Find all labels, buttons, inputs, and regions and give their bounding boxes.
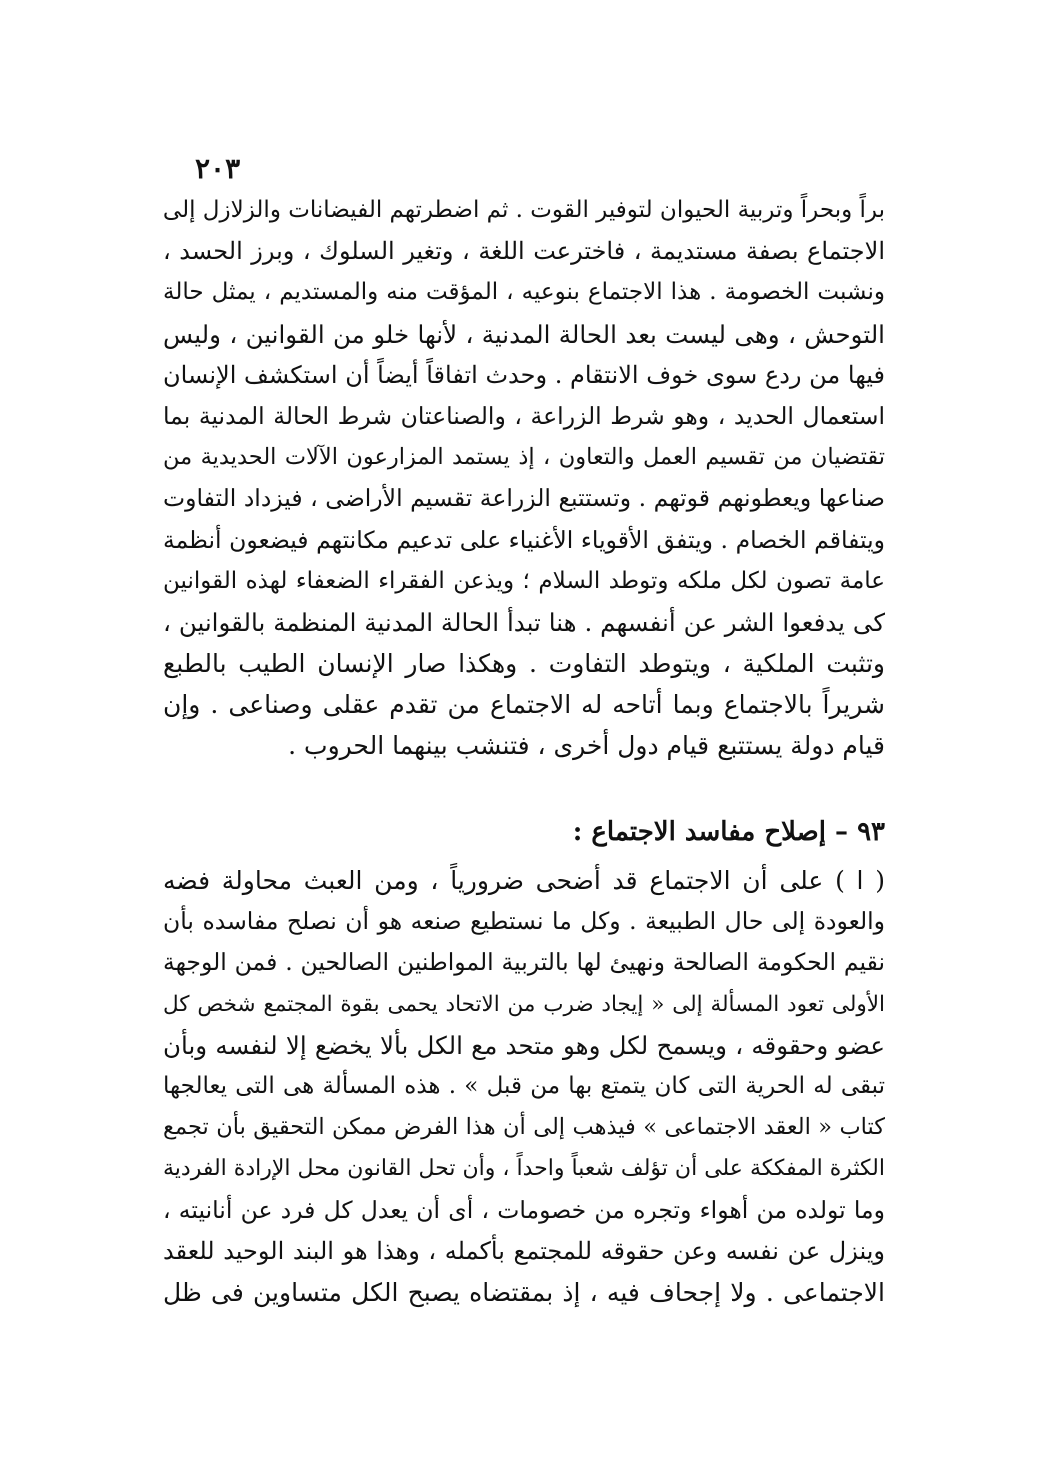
text-line: وما تولده من أهواء وتجره من خصومات ، أى أن يعدل كل فرد عن أنانيته ،	[163, 1195, 885, 1224]
text-line: فيها من ردع سوى خوف الانتقام . وحدث اتفاقاً أيضاً أن استكشف الإنسان	[163, 360, 885, 389]
text-line: شريراً بالاجتماع وبما أتاحه له الاجتماع من تقدم عقلى وصناعى . وإن	[163, 690, 885, 720]
text-line: ويتفاقم الخصام . ويتفق الأقوياء الأغنياء على تدعيم مكانتهم فيضعون أنظمة	[163, 525, 885, 554]
text-line: الاجتماع بصفة مستديمة ، فاخترعت اللغة ، وتغير السلوك ، وبرز الحسد ،	[163, 237, 885, 266]
text-line: الاجتماعى . ولا إجحاف فيه ، إذ بمقتضاه يصبح الكل متساوين فى ظل	[163, 1277, 885, 1307]
text-line: التوحش ، وهى ليست بعد الحالة المدنية ، لأنها خلو من القوانين ، وليس	[163, 319, 885, 349]
text-line: استعمال الحديد ، وهو شرط الزراعة ، والصناعتان شرط الحالة المدنية بما	[163, 401, 885, 430]
text-line: وينزل عن نفسه وعن حقوقه للمجتمع بأكمله ، وهذا هو البند الوحيد للعقد	[163, 1236, 885, 1265]
text-line: الأولى تعود المسألة إلى « إيجاد ضرب من الاتحاد يحمى بقوة المجتمع شخص كل	[163, 991, 885, 1017]
text-line: نقيم الحكومة الصالحة ونهيئ لها بالتربية المواطنين الصالحين . فمن الوجهة	[163, 948, 885, 977]
text-line: عضو وحقوقه ، ويسمح لكل وهو متحد مع الكل بألا يخضع إلا لنفسه وبأن	[163, 1030, 885, 1060]
text-line: تبقى له الحرية التى كان يتمتع بها من قبل » . هذه المسألة هى التى يعالجها	[163, 1072, 885, 1099]
text-line: والعودة إلى حال الطبيعة . وكل ما نستطيع صنعه هو أن نصلح مفاسده بأن	[163, 907, 885, 936]
text-line: براً وبحراً وتربية الحيوان لتوفير القوت . ثم اضطرتهم الفيضانات والزلازل إلى	[163, 197, 885, 223]
paragraph-2	[163, 860, 885, 1313]
text-line: ( ا ) على أن الاجتماع قد أضحى ضرورياً ، ومن العبث محاولة فضه	[163, 866, 885, 895]
section-heading: ٩٣ – إصلاح مفاسد الاجتماع :	[572, 817, 885, 847]
text-line: تقتضيان من تقسيم العمل والتعاون ، إذ يستمد المزارعون الآلات الحديدية من	[163, 444, 885, 471]
text-line: ونشبت الخصومة . هذا الاجتماع بنوعيه ، المؤقت منه والمستديم ، يمثل حالة	[163, 279, 885, 306]
text-line: كى يدفعوا الشر عن أنفسهم . هنا تبدأ الحالة المدنية المنظمة بالقوانين ،	[163, 607, 885, 637]
text-line: وتثبت الملكية ، ويتوطد التفاوت . وهكذا صار الإنسان الطيب بالطبع	[163, 649, 885, 679]
text-line: صناعها ويعطونهم قوتهم . وتستتبع الزراعة تقسيم الأراضى ، فيزداد التفاوت	[163, 484, 885, 513]
paragraph-1	[163, 190, 885, 767]
text-line: الكثرة المفككة على أن تؤلف شعباً واحداً ، وأن تحل القانون محل الإرادة الفردية	[163, 1156, 885, 1182]
text-line: عامة تصون لكل ملكه وتوطد السلام ؛ ويذعن الفقراء الضعفاء لهذه القوانين	[163, 567, 885, 594]
text-line: كتاب « العقد الاجتماعى » فيذهب إلى أن هذا الفرض ممكن التحقيق بأن تجمع	[163, 1114, 885, 1141]
text-line: قيام دولة يستتبع قيام دول أخرى ، فتنشب بينهما الحروب .	[288, 731, 885, 761]
page-number: ٢٠٣	[195, 152, 241, 185]
